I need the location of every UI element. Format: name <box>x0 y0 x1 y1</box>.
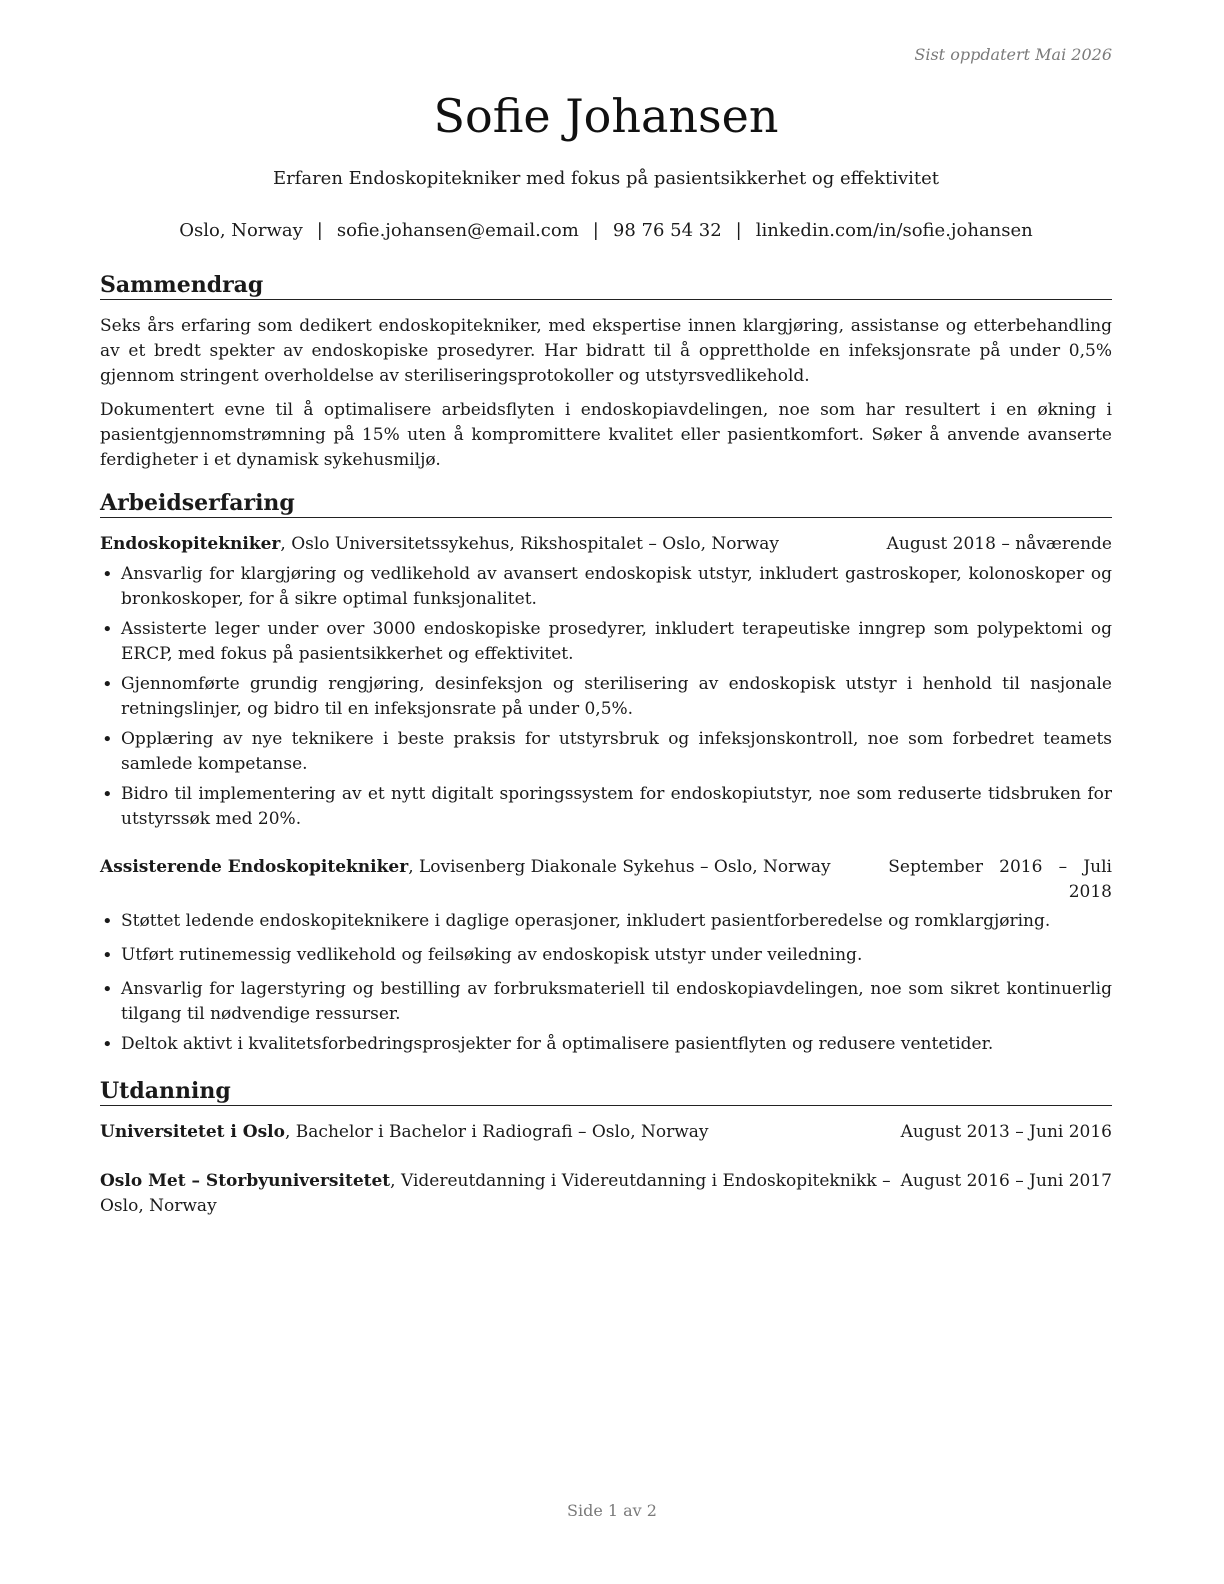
contact-separator: | <box>592 220 599 241</box>
job-bullets <box>100 562 1112 837</box>
list-item: • Bidro til implementering av et nytt digitalt sporingssystem for endoskopiutstyr, noe som reduserte tidsbruken for utstyrssøk med 20%. <box>100 782 1112 832</box>
last-updated: Sist oppdatert Mai 2026 <box>914 45 1112 64</box>
job-dates-line: September 2016 – Juli <box>888 857 1112 877</box>
job-title-line <box>100 855 831 880</box>
education-dates: August 2016 – Juni 2017 <box>900 1171 1112 1191</box>
job-role: Endoskopitekniker <box>100 534 281 554</box>
education-school: Oslo Met – Storbyuniversitetet <box>100 1171 391 1191</box>
section-title-summary: Sammendrag <box>100 271 1112 300</box>
education-title-line <box>100 1120 709 1145</box>
education-dates: August 2013 – Juni 2016 <box>900 1122 1112 1142</box>
contact-separator: | <box>316 220 323 241</box>
page-number: Side 1 av 2 <box>567 1501 657 1520</box>
job-dates-line: 2018 <box>1068 882 1112 902</box>
education-school: Universitetet i Oslo <box>100 1122 285 1142</box>
job-role: Assisterende Endoskopitekniker <box>100 857 409 877</box>
summary-paragraph: Dokumentert evne til å optimalisere arbeidsflyten i endoskopiavdelingen, noe som har resultert i en økning i pasientgjennomstrømning på 15% uten å kompromittere kvalitet eller pasientkomfort. Søker å anvende avanserte ferdigheter i et dynamisk sykehusmiljø. <box>100 400 1112 470</box>
contact-separator: | <box>735 220 742 241</box>
section-title-experience: Arbeidserfaring <box>100 489 1112 518</box>
education-title-line <box>100 1169 891 1219</box>
contact-location: Oslo, Norway <box>179 220 303 241</box>
contact-line <box>100 219 1112 243</box>
job-employer: , Oslo Universitetssykehus, Rikshospitalet – Oslo, Norway <box>280 534 779 554</box>
education-entry <box>100 1120 1112 1145</box>
job-header <box>100 532 1112 557</box>
job-title-line <box>100 532 779 557</box>
contact-linkedin[interactable]: linkedin.com/in/sofie.johansen <box>755 220 1033 241</box>
summary-paragraph: Seks års erfaring som dedikert endoskopitekniker, med ekspertise innen klargjøring, assistanse og etterbehandling av et bredt spekter av endoskopiske prosedyrer. Har bidratt til å opprettholde en infeksjonsrate på under 0,5% gjennom stringent overholdelse av steriliseringsprotokoller og utstyrsvedlikehold. <box>100 316 1112 386</box>
education-detail: , Bachelor i Bachelor i Radiografi – Oslo, Norway <box>284 1122 709 1142</box>
job-dates <box>888 855 1112 905</box>
list-item: • Ansvarlig for lagerstyring og bestilling av forbruksmateriell til endoskopiavdelingen, noe som sikret kontinuerlig tilgang til nødvendige ressurser. <box>100 977 1112 1027</box>
section-title-education: Utdanning <box>100 1077 1112 1106</box>
education-entry <box>100 1169 1112 1219</box>
job-bullets <box>100 909 1112 1062</box>
job-header <box>100 855 1112 905</box>
contact-email[interactable]: sofie.johansen@email.com <box>336 220 579 241</box>
list-item: • Opplæring av nye teknikere i beste praksis for utstyrsbruk og infeksjonskontroll, noe som forbedret teamets samlede kompetanse. <box>100 727 1112 777</box>
job-dates: August 2018 – nåværende <box>886 534 1112 554</box>
list-item: • Deltok aktivt i kvalitetsforbedringsprosjekter for å optimalisere pasientflyten og redusere ventetider. <box>100 1032 1112 1057</box>
list-item: • Utført rutinemessig vedlikehold og feilsøking av endoskopisk utstyr under veiledning. <box>100 943 1112 968</box>
person-name: Sofie Johansen <box>433 89 779 143</box>
list-item: • Gjennomførte grundig rengjøring, desinfeksjon og sterilisering av endoskopisk utstyr i henhold til nasjonale retningslinjer, og bidro til en infeksjonsrate på under 0,5%. <box>100 672 1112 722</box>
education-detail: , Videreutdanning i Videreutdanning i Endoskopiteknikk – <box>390 1171 891 1191</box>
contact-phone: 98 76 54 32 <box>612 220 722 241</box>
list-item: • Støttet ledende endoskopiteknikere i daglige operasjoner, inkludert pasientforberedelse og romklargjøring. <box>100 909 1112 934</box>
list-item: • Ansvarlig for klargjøring og vedlikehold av avansert endoskopisk utstyr, inkludert gastroskoper, kolonoskoper og bronkoskoper, for å sikre optimal funksjonalitet. <box>100 562 1112 612</box>
list-item: • Assisterte leger under over 3000 endoskopiske prosedyrer, inkludert terapeutiske inngrep som polypektomi og ERCP, med fokus på pasientsikkerhet og effektivitet. <box>100 617 1112 667</box>
job-employer: , Lovisenberg Diakonale Sykehus – Oslo, Norway <box>408 857 831 877</box>
education-detail-line2: Oslo, Norway <box>100 1196 217 1216</box>
tagline: Erfaren Endoskopitekniker med fokus på pasientsikkerhet og effektivitet <box>272 168 940 189</box>
